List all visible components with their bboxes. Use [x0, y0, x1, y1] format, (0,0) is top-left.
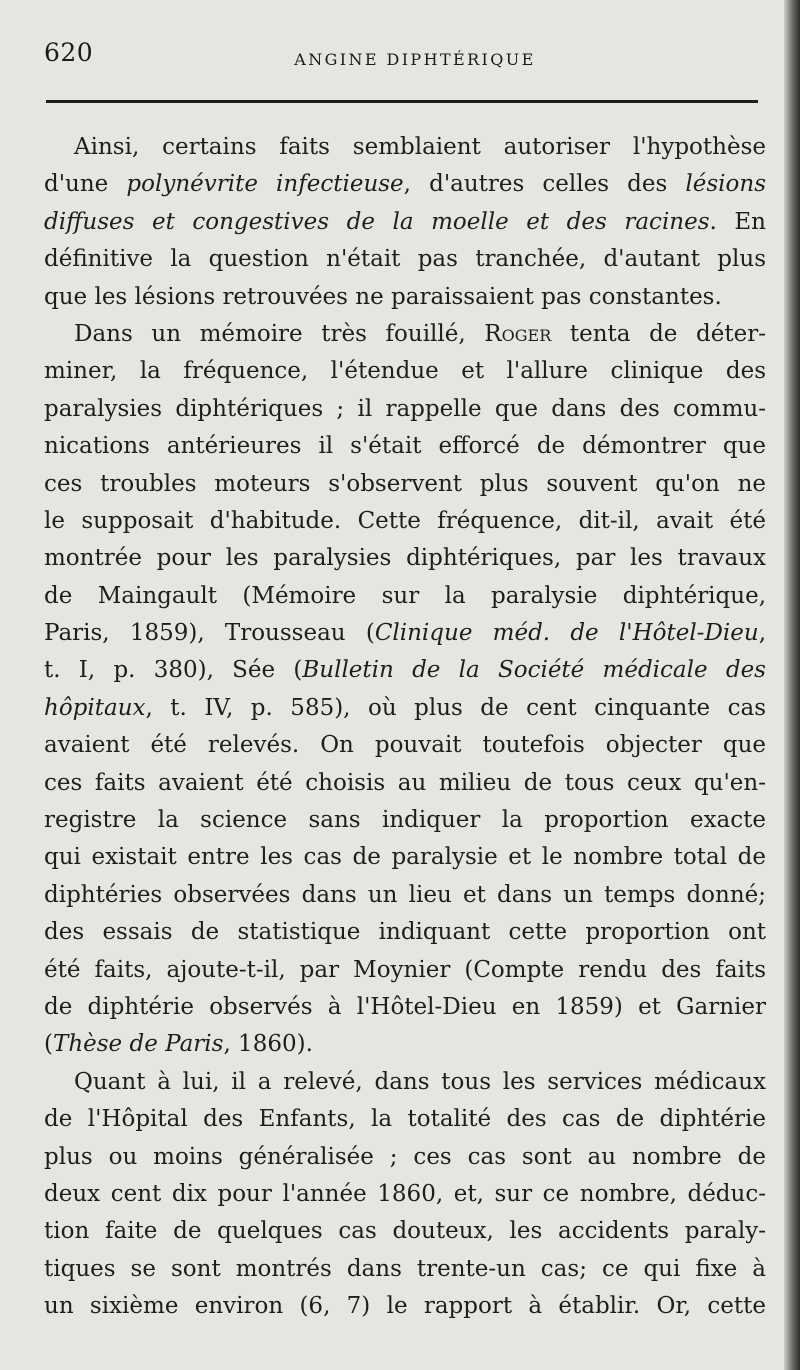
page-number: 620: [44, 38, 94, 67]
text-line: d'une polynévrite infectieuse, d'autres celles des lésions: [44, 171, 766, 198]
italic-text: Bulletin de la Société médicale des: [302, 657, 766, 684]
text-line: le supposait d'habitude. Cette fréquence, dit-il, avait été: [44, 507, 766, 534]
text-line: diffuses et congestives de la moelle et des racines. En: [44, 208, 766, 235]
italic-text: lésions: [685, 171, 766, 198]
text-line: qui existait entre les cas de paralysie et le nombre total de: [44, 844, 766, 871]
text-line: registre la science sans indiquer la proportion exacte: [44, 807, 766, 834]
header-rule: [46, 100, 758, 103]
text-line: de diphtérie observés à l'Hôtel-Dieu en 1859) et Garnier: [44, 993, 766, 1020]
text-line: Paris, 1859), Trousseau (Clinique méd. de l'Hôtel-Dieu,: [44, 620, 766, 647]
running-title: ANGINE DIPHTÉRIQUE: [294, 50, 536, 69]
text-line: (Thèse de Paris, 1860).: [44, 1031, 313, 1058]
text-line: Quant à lui, il a relevé, dans tous les services médicaux: [74, 1068, 766, 1095]
text-line: plus ou moins généralisée ; ces cas sont au nombre de: [44, 1143, 766, 1170]
author-name: Roger: [484, 320, 552, 347]
text-line: Dans un mémoire très fouillé, Roger tenta de déter-: [74, 320, 766, 347]
page-edge-shadow: [784, 0, 800, 1370]
text-line: avaient été relevés. On pouvait toutefois objecter que: [44, 732, 766, 759]
text-line: définitive la question n'était pas tranchée, d'autant plus: [44, 246, 766, 273]
italic-text: Clinique méd. de l'Hôtel-Dieu: [374, 620, 759, 647]
body-text: [44, 129, 766, 1326]
text-line: ces troubles moteurs s'observent plus souvent qu'on ne: [44, 470, 766, 497]
italic-text: polynévrite infectieuse: [126, 171, 404, 198]
text-line: tiques se sont montrés dans trente-un cas; ce qui fixe à: [44, 1255, 766, 1282]
italic-text: hôpitaux: [44, 694, 146, 721]
italic-text: Thèse de Paris: [52, 1031, 224, 1058]
text-line: t. I, p. 380), Sée (Bulletin de la Société médicale des: [44, 657, 766, 684]
text-line: montrée pour les paralysies diphtériques, par les travaux: [44, 545, 766, 572]
text-line: tion faite de quelques cas douteux, les accidents paraly-: [44, 1218, 766, 1245]
text-line: paralysies diphtériques ; il rappelle que dans des commu-: [44, 395, 766, 422]
italic-text: diffuses et congestives de la moelle et des racines: [44, 208, 710, 235]
text-line: de Maingault (Mémoire sur la paralysie diphtérique,: [44, 582, 766, 609]
text-line: été faits, ajoute-t-il, par Moynier (Compte rendu des faits: [44, 956, 766, 983]
text-line: des essais de statistique indiquant cette proportion ont: [44, 919, 766, 946]
text-line: Ainsi, certains faits semblaient autoriser l'hypothèse: [74, 134, 766, 160]
text-line: miner, la fréquence, l'étendue et l'allure clinique des: [44, 358, 766, 385]
text-line: hôpitaux, t. IV, p. 585), où plus de cent cinquante cas: [44, 694, 766, 721]
text-line: nications antérieures il s'était efforcé de démontrer que: [44, 433, 766, 460]
text-line: deux cent dix pour l'année 1860, et, sur ce nombre, déduc-: [44, 1180, 766, 1207]
text-line: diphtéries observées dans un lieu et dans un temps donné;: [44, 881, 766, 908]
text-line: de l'Hôpital des Enfants, la totalité des cas de diphtérie: [44, 1106, 766, 1133]
text-line: ces faits avaient été choisis au milieu de tous ceux qu'en-: [44, 769, 766, 796]
text-line: que les lésions retrouvées ne paraissaient pas constantes.: [44, 283, 722, 310]
text-line: un sixième environ (6, 7) le rapport à établir. Or, cette: [44, 1293, 766, 1320]
